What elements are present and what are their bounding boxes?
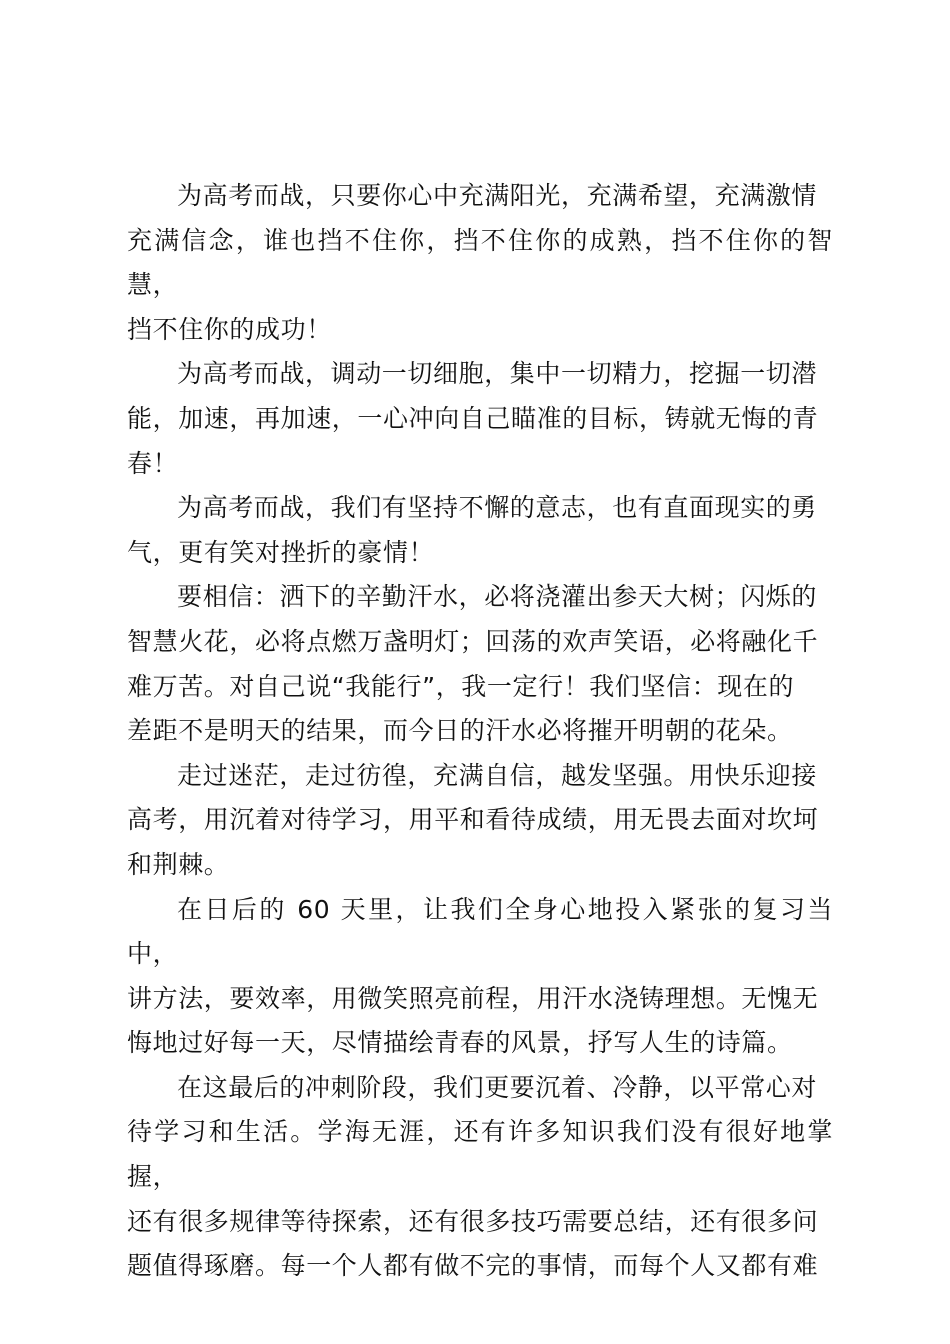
paragraph-7: 在这最后的冲刺阶段，我们更要沉着、冷静，以平常心对 待学习和生活。学海无涯，还有许多知识我们没有很好地掌握， 还有很多规律等待探索，还有很多技巧需要总结，还有很多问 题值得琢磨。每一个人都有做不完的事情，而每个人又都有难 [127,1072,833,1281]
paragraph-1: 为高考而战，只要你心中充满阳光，充满希望，充满激情 充满信念，谁也挡不住你，挡不住你的成熟，挡不住你的智慧， 挡不住你的成功！ [127,181,833,344]
paragraph-3: 为高考而战，我们有坚持不懈的意志，也有直面现实的勇 气，更有笑对挫折的豪情！ [127,493,818,567]
paragraph-5: 走过迷茫，走过彷徨，充满自信，越发坚强。用快乐迎接 高考，用沉着对待学习，用平和看待成绩，用无畏去面对坎坷 和荆棘。 [127,760,819,879]
paragraph-6: 在日后的 60 天里，让我们全身心地投入紧张的复习当中， 讲方法，要效率，用微笑照亮前程，用汗水浇铸理想。无愧无 悔地过好每一天，尽情描绘青春的风景，抒写人生的诗篇。 [127,894,833,1058]
paragraph-4: 要相信：洒下的辛勤汗水，必将浇灌出参天大树；闪烁的 智慧火花，必将点燃万盏明灯；回荡的欢声笑语，必将融化千 难万苦。对自己说“我能行”，我一定行！我们坚信：现在的 差距不是明天的结果，而今日的汗水必将摧开明朝的花朵。 [127,582,819,746]
paragraph-2: 为高考而战，调动一切细胞，集中一切精力，挖掘一切潜 能，加速，再加速，一心冲向自己瞄准的目标，铸就无悔的青 春！ [127,359,819,478]
document-body [127,174,833,1289]
